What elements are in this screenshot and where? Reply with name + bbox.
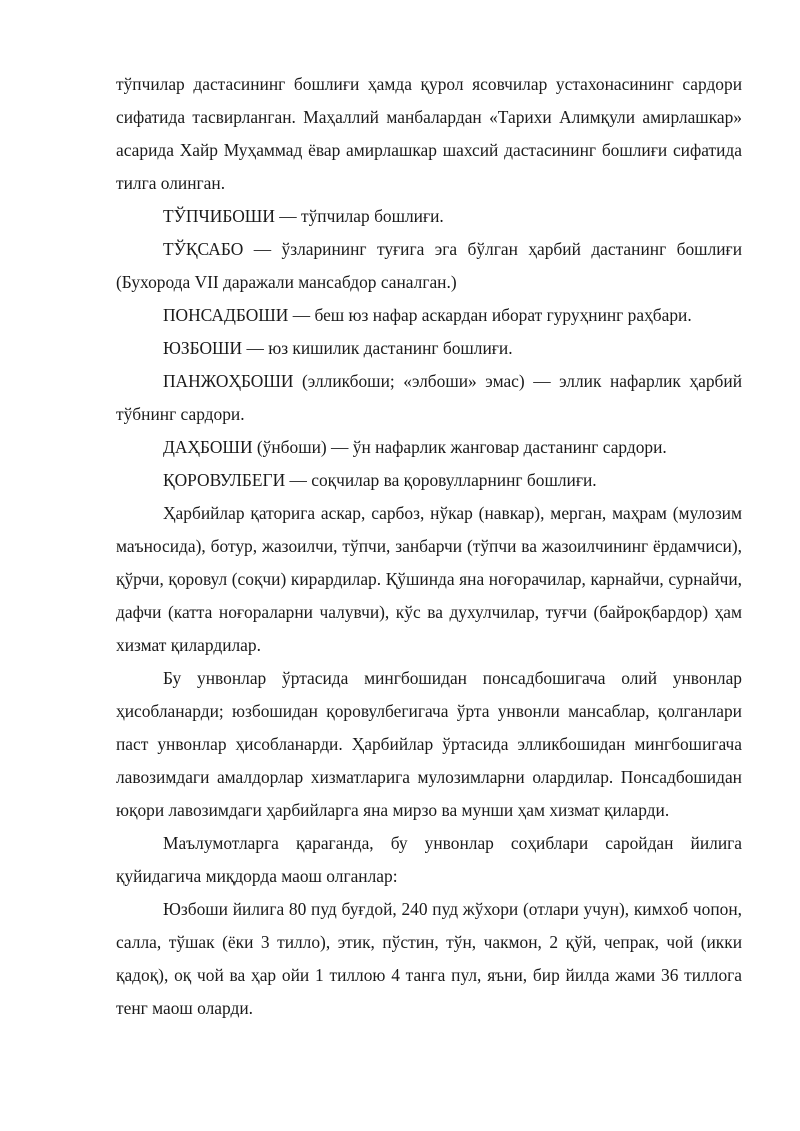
paragraph-salary-intro: Маълумотларга қараганда, бу унвонлар соҳиблари саройдан йилига қуйидагича миқдорда маош олганлар: <box>116 833 742 886</box>
paragraph-military-ranks: Ҳарбийлар қаторига аскар, сарбоз, нўкар (навкар), мерган, маҳрам (мулозим маъносида), ботур, жазоилчи, тўпчи, занбарчи (тўпчи ва жазоилчининг ёрдамчиси), қўрчи, қоровул (соқчи) кирардилар. Қўшинда яна ноғорачилар, карнайчи, сурнайчи, дафчи (катта ноғораларни чалувчи), кўс ва духулчилар, туғчи (байроқбардор) ҳам хизмат қилардилар. <box>116 503 742 655</box>
paragraph-dahboshi: ДАҲБОШИ (ўнбоши) — ўн нафарлик жанговар дастанинг сардори. <box>163 437 667 457</box>
paragraph-yuzboshi: ЮЗБОШИ — юз кишилик дастанинг бошлиғи. <box>163 338 513 358</box>
document-page <box>116 68 742 1025</box>
paragraph-continuation: тўпчилар дастасининг бошлиғи ҳамда қурол ясовчилар устахонасининг сардори сифатида тасвирланган. Маҳаллий манбалардан «Тарихи Алимқули амирлашкар» асарида Хайр Муҳаммад ёвар амирлашкар шахсий дастасининг бошлиғи сифатида тилга олинган. <box>116 74 742 193</box>
paragraph-yuzboshi-salary: Юзбоши йилига 80 пуд буғдой, 240 пуд жўхори (отлари учун), кимхоб чопон, салла, тўшак (ёки 3 тилло), этик, пўстин, тўн, чакмон, 2 қўй, чепрак, чой (икки қадоқ), оқ чой ва ҳар ойи 1 тиллою 4 танга пул, яъни, бир йилда жами 36 тиллога тенг маош оларди. <box>116 899 742 1018</box>
paragraph-panjohboshi: ПАНЖОҲБОШИ (элликбоши; «элбоши» эмас) — эллик нафарлик ҳарбий тўбнинг сардори. <box>116 371 742 424</box>
paragraph-tuqsabo: ТЎҚСАБО — ўзларининг туғига эга бўлган ҳарбий дастанинг бошлиғи (Бухорода VII даражали мансабдор саналган.) <box>116 239 742 292</box>
paragraph-rank-hierarchy: Бу унвонлар ўртасида мингбошидан понсадбошигача олий унвонлар ҳисобланарди; юзбошидан қоровулбегигача ўрта унвонли мансаблар, қолганлари паст унвонлар ҳисобланарди. Ҳарбийлар ўртасида элликбошидан мингбошигача лавозимдаги амалдорлар хизматларига мулозимларни олардилар. Понсадбошидан юқори лавозимдаги ҳарбийларга яна мирзо ва мунши ҳам хизмат қиларди. <box>116 668 742 820</box>
paragraph-tupchiboshi: ТЎПЧИБОШИ — тўпчилар бошлиғи. <box>163 206 444 226</box>
paragraph-ponsadboshi: ПОНСАДБОШИ — беш юз нафар аскардан иборат гуруҳнинг раҳбари. <box>163 305 692 325</box>
paragraph-qorovulbegi: ҚОРОВУЛБЕГИ — соқчилар ва қоровулларнинг бошлиғи. <box>163 470 597 490</box>
